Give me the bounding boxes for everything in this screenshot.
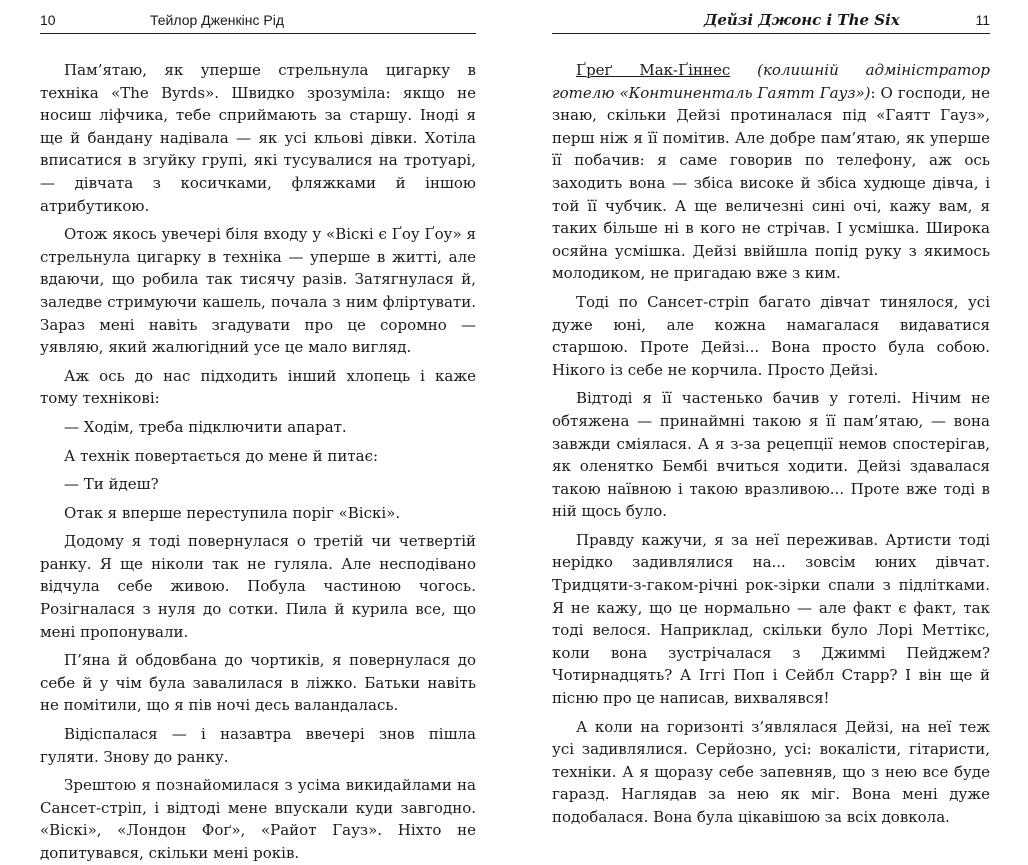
paragraph: П’яна й обдовбана до чортиків, я повернулася до себе й у чім була завалилася в ліжко. Батьки навіть не помітили, що я пів ночі десь валандалась. — [40, 651, 476, 715]
paragraph: Пам’ятаю, як уперше стрельнула цигарку в техніка «The Byrds». Швидко зрозуміла: якщо не носиш ліфчика, тебе сприймають за старшу. Іноді я ще й бандану надівала — як усі кльові дівки. Хотіла вписатися в згуйку групі, які тусувалися на тротуарі, — дівчата з косичками, фляжками й іншою атрибутикою. — [40, 61, 476, 215]
page-number-left: 10 — [40, 12, 56, 28]
header-rule-right — [552, 33, 990, 34]
running-head-title: Дейзі Джонс і The Six — [704, 11, 900, 29]
paragraph: Відтоді я її частенько бачив у готелі. Нічим не обтяжена — принаймні такою я її пам’ятаю, — вона завжди сміялася. А я з-за рецепції немов спостерігав, як оленятко Бембі вчиться ходити. Дейзі здавалася такою наївною і такою вразливою... Проте вже тоді в ній щось було. — [552, 389, 990, 521]
right-page — [514, 0, 1028, 826]
paragraph: А коли на горизонті з’являлася Дейзі, на неї теж усі задивлялися. Серйозно, усі: вокалісти, гітаристи, техніки. А я щоразу себе запевняв, що з нею все буде гаразд. Наглядав за нею як міг. Вона мені дуже подобалася. Вона була цікавішою за всіх довкола. — [552, 717, 990, 826]
paragraph: Відіспалася — і назавтра ввечері знов пішла гуляти. Знову до ранку. — [40, 725, 476, 766]
paragraph: Правду кажучи, я за неї переживав. Артисти тоді нерідко задивлялися на... зовсім юних дівчат. Тридцяти-з-гаком-річні рок-зірки спали з підлітками. Я не кажу, що це нормально — але факт є факт, так тоді велося. Наприклад, скільки було Лорі Меттікс, коли вона зустрічалася з Джиммі Пейджем? Чотирнадцять? А Іггі Поп і Сейбл Старр? І він ще й пісню про це написав, вихвалявся! — [552, 530, 990, 708]
dialogue-line: — Ти йдеш? — [64, 475, 159, 494]
paragraph: А технік повертається до мене й питає: — [64, 446, 379, 465]
speaker-role: (колишній адміністратор готелю «Континенталь Гаятт Гауз») — [552, 61, 990, 102]
paragraph: Аж ось до нас підходить інший хлопець і каже тому технікові: — [40, 366, 476, 408]
running-head-author: Тейлор Дженкінс Рід — [150, 12, 284, 28]
paragraph: Отак я вперше переступила поріг «Віскі». — [64, 503, 401, 522]
paragraph: Тоді по Сансет-стріп багато дівчат тинялося, усі дуже юні, але кожна намагалася видаватися старшою. Проте Дейзі... Вона просто була собою. Нікого із себе не корчила. Просто Дейзі. — [552, 292, 990, 379]
header-rule-left — [40, 33, 476, 34]
paragraph: Отож якось увечері біля входу у «Віскі є Ґоу Ґоу» я стрельнула цигарку в техніка — уперше в житті, але вдаючи, що робила так тисячу разів. Затягнулася й, заледве стримуючи кашель, почала з ним фліртувати. Зараз мені навіть згадувати про це соромно — уявляю, який жалюгідний усе це мало вигляд. — [40, 225, 476, 357]
speaker-name: Ґреґ Мак-Ґіннес — [576, 61, 731, 79]
page-number-right: 11 — [975, 12, 990, 28]
dialogue-line: — Ходім, треба підключити апарат. — [64, 417, 347, 436]
right-page-text — [552, 59, 990, 829]
speaker-paragraph — [552, 59, 990, 285]
speaker-text: : О господи, не знаю, скільки Дейзі протиналася під «Гаятт Гауз», перш ніж я її помітив. Але добре пам’ятаю, як уперше її побачив: я саме говорив по телефону, аж ось заходить вона — збіса високе й збіса худюще дівча, і той її чубчик. А ще величезні сині очі, кажу вам, я таких більше ні в кого не стрічав. І усмішка. Широка осяйна усмішка. Дейзі ввійшла попід руку з якимось молодиком, не пригадаю вже з ким. — [552, 83, 990, 283]
left-page-text — [40, 59, 476, 865]
paragraph: Додому я тоді повернулася о третій чи четвертій ранку. Я ще ніколи так не гуляла. Але несподівано відчула себе живою. Побула частиною чогось. Розігналася з нуля до сотки. Пила й курила все, що мені пропонували. — [40, 532, 476, 641]
left-page — [0, 0, 514, 862]
paragraph: Зрештою я познайомилася з усіма викидайлами на Сансет-стріп, і відтоді мене впускали куди завгодно. «Віскі», «Лондон Фоґ», «Райот Гауз». Ніхто не допитувався, скільки мені років. — [40, 776, 476, 862]
